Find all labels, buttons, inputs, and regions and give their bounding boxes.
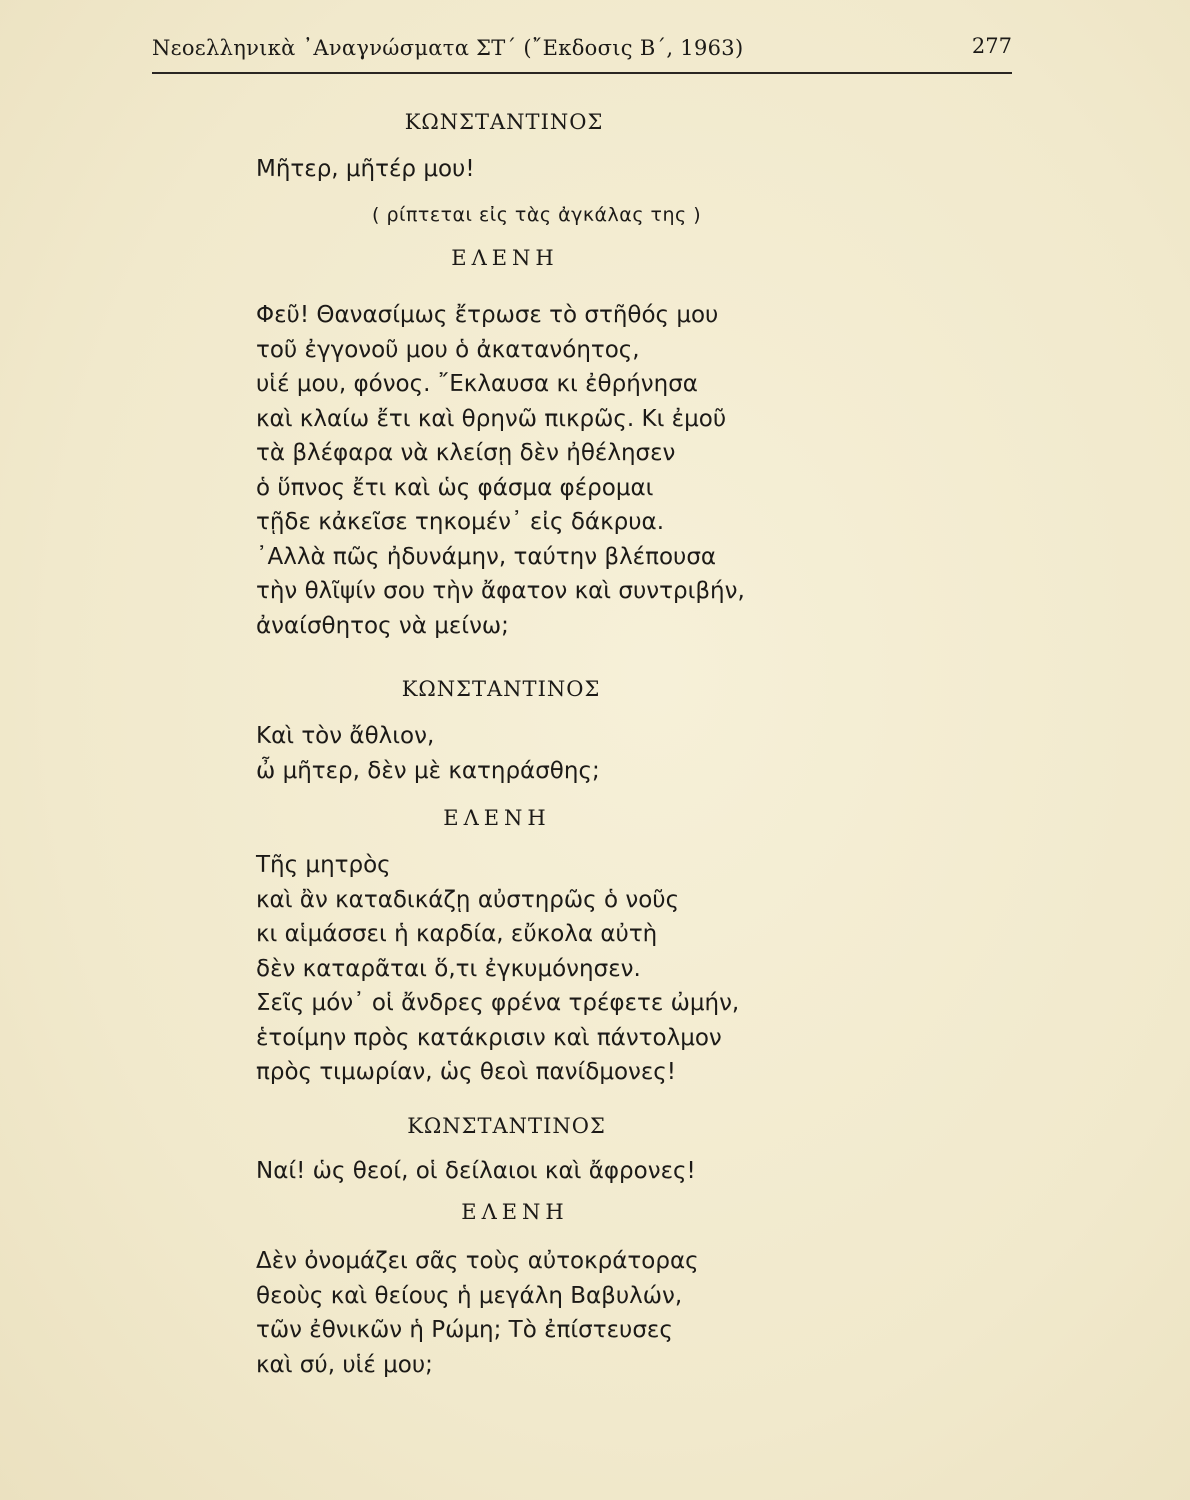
verse-line: τοῦ ἐγγονοῦ μου ὁ ἀκατανόητος, [256,336,640,363]
verse-block [256,848,739,1090]
verse-line: δὲν καταρᾶται ὅ,τι ἐγκυμόνησεν. [256,955,641,982]
speaker-name: ΕΛΕΝΗ [461,1200,569,1224]
verse-block [256,1154,696,1189]
verse-line: καὶ σύ, υἱέ μου; [256,1351,433,1378]
verse-line: ὦ μῆτερ, δὲν μὲ κατηράσθης; [256,757,600,784]
verse-line: ἑτοίμην πρὸς κατάκρισιν καὶ πάντολμον [256,1024,722,1051]
verse-line: Δὲν ὀνομάζει σᾶς τοὺς αὐτοκράτορας [256,1248,699,1274]
speaker-name: ΚΩΝΣΤΑΝΤΙΝΟΣ [407,1114,606,1138]
speaker-name: ΚΩΝΣΤΑΝΤΙΝΟΣ [401,677,601,701]
verse-line: Σεῖς μόν᾿ οἱ ἄνδρες φρένα τρέφετε ὠμήν, [256,990,740,1016]
verse-block [256,152,475,187]
verse-line: τὰ βλέφαρα νὰ κλείσῃ δὲν ἠθέλησεν [256,440,676,466]
verse-block [256,1244,699,1382]
verse-line: θεοὺς καὶ θείους ἡ μεγάλη Βαβυλών, [256,1282,683,1309]
verse-line: Καὶ τὸν ἄθλιον, [256,723,435,749]
verse-line: τὴν θλῖψίν σου τὴν ἄφατον καὶ συντριβήν, [256,578,745,604]
verse-line: τῇδε κἀκεῖσε τηκομέν᾿ εἰς δάκρυα. [256,509,665,535]
speaker-name: ΕΛΕΝΗ [443,806,551,830]
verse-line: Μῆτερ, μῆτέρ μου! [256,156,475,182]
verse-line: Φεῦ! Θανασίμως ἔτρωσε τὸ στῆθός μου [256,302,719,328]
speaker-name: ΚΩΝΣΤΑΝΤΙΝΟΣ [404,110,604,134]
verse-block [256,719,600,788]
verse-line: ᾿Αλλὰ πῶς ἠδυνάμην, ταύτην βλέπουσα [256,543,717,570]
verse-block [256,298,745,643]
verse-line: Τῆς μητρὸς [256,852,391,878]
verse-line: Ναί! ὡς θεοί, οἱ δείλαιοι καὶ ἄφρονες! [256,1158,696,1184]
verse-line: ἀναίσθητος νὰ μείνω; [256,612,509,639]
header-title: Νεοελληνικὰ ᾿Αναγνώσματα ΣΤ΄ (῎Εκδοσις Β΄, 1963) [152,36,744,60]
page-number: 277 [971,34,1012,58]
verse-line: υἱέ μου, φόνος. ῎Εκλαυσα κι ἐθρήνησα [256,371,698,397]
stage-direction: ( ρίπτεται εἰς τὰς ἀγκάλας της ) [372,204,702,226]
verse-line: καὶ ἂν καταδικάζῃ αὐστηρῶς ὁ νοῦς [256,886,680,913]
speaker-name: ΕΛΕΝΗ [451,246,559,270]
verse-line: τῶν ἐθνικῶν ἡ Ρώμη; Τὸ ἐπίστευσες [256,1317,673,1343]
running-header [152,32,1012,74]
verse-line: κι αἱμάσσει ἡ καρδία, εὔκολα αὐτὴ [256,921,658,947]
verse-line: καὶ κλαίω ἔτι καὶ θρηνῶ πικρῶς. Κι ἐμοῦ [256,405,727,432]
verse-line: ὁ ὕπνος ἔτι καὶ ὡς φάσμα φέρομαι [256,474,654,501]
verse-line: πρὸς τιμωρίαν, ὡς θεοὶ πανίδμονες! [256,1059,677,1085]
